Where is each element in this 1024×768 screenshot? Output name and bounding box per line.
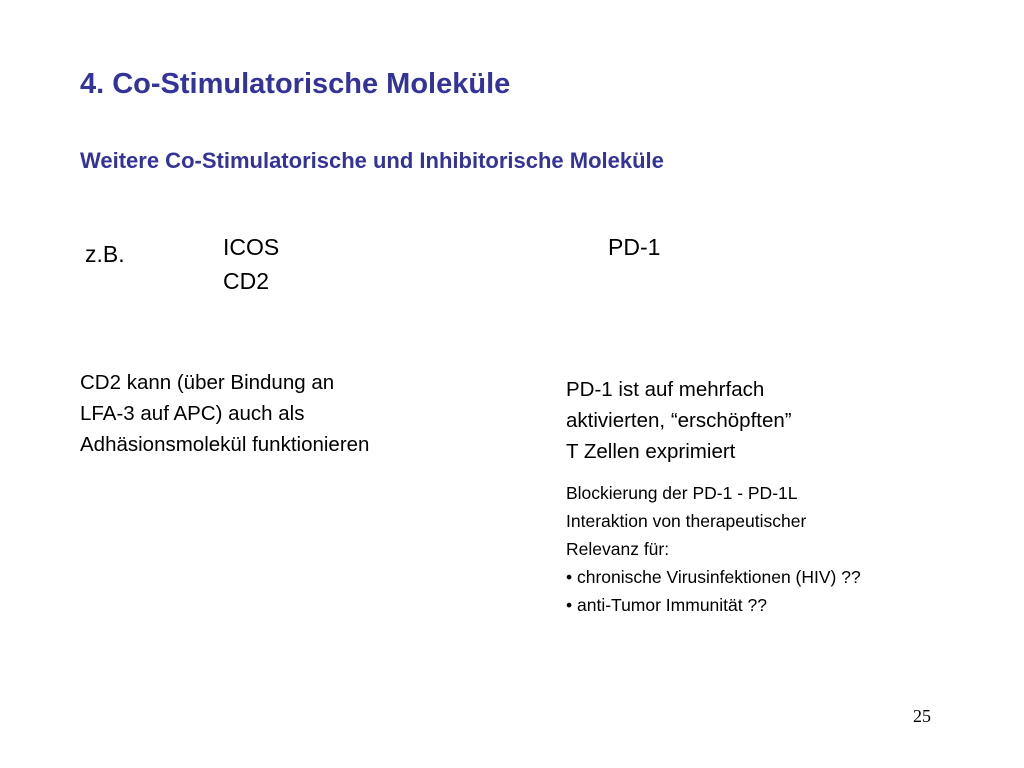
slide-subtitle: Weitere Co-Stimulatorische und Inhibitorische Moleküle [80, 148, 664, 173]
cd2-description-line: LFA-3 auf APC) auch als [80, 402, 305, 425]
pd1-description-line: T Zellen exprimiert [566, 440, 736, 463]
page-number: 25 [913, 706, 931, 726]
cd2-description-line: Adhäsionsmolekül funktionieren [80, 433, 370, 456]
molecule-list-left [223, 230, 279, 298]
pd1-description-line: aktivierten, “erschöpften” [566, 409, 792, 432]
molecule-pd1: PD-1 [608, 234, 661, 260]
blockade-text [566, 479, 861, 619]
cd2-description-line: CD2 kann (über Bindung an [80, 371, 335, 394]
molecule-cd2: CD2 [223, 268, 270, 294]
bullet-item: • anti-Tumor Immunität ?? [566, 595, 767, 615]
pd1-description [566, 374, 792, 467]
molecule-icos: ICOS [223, 234, 280, 260]
cd2-description [80, 367, 369, 460]
slide-title: 4. Co-Stimulatorische Moleküle [80, 68, 511, 100]
bullet-item: • chronische Virusinfektionen (HIV) ?? [566, 567, 861, 587]
blockade-line: Relevanz für: [566, 539, 670, 559]
blockade-line: Blockierung der PD-1 - PD-1L [566, 483, 798, 503]
blockade-line: Interaktion von therapeutischer [566, 511, 807, 531]
example-label: z.B. [85, 241, 125, 267]
pd1-description-line: PD-1 ist auf mehrfach [566, 378, 765, 401]
